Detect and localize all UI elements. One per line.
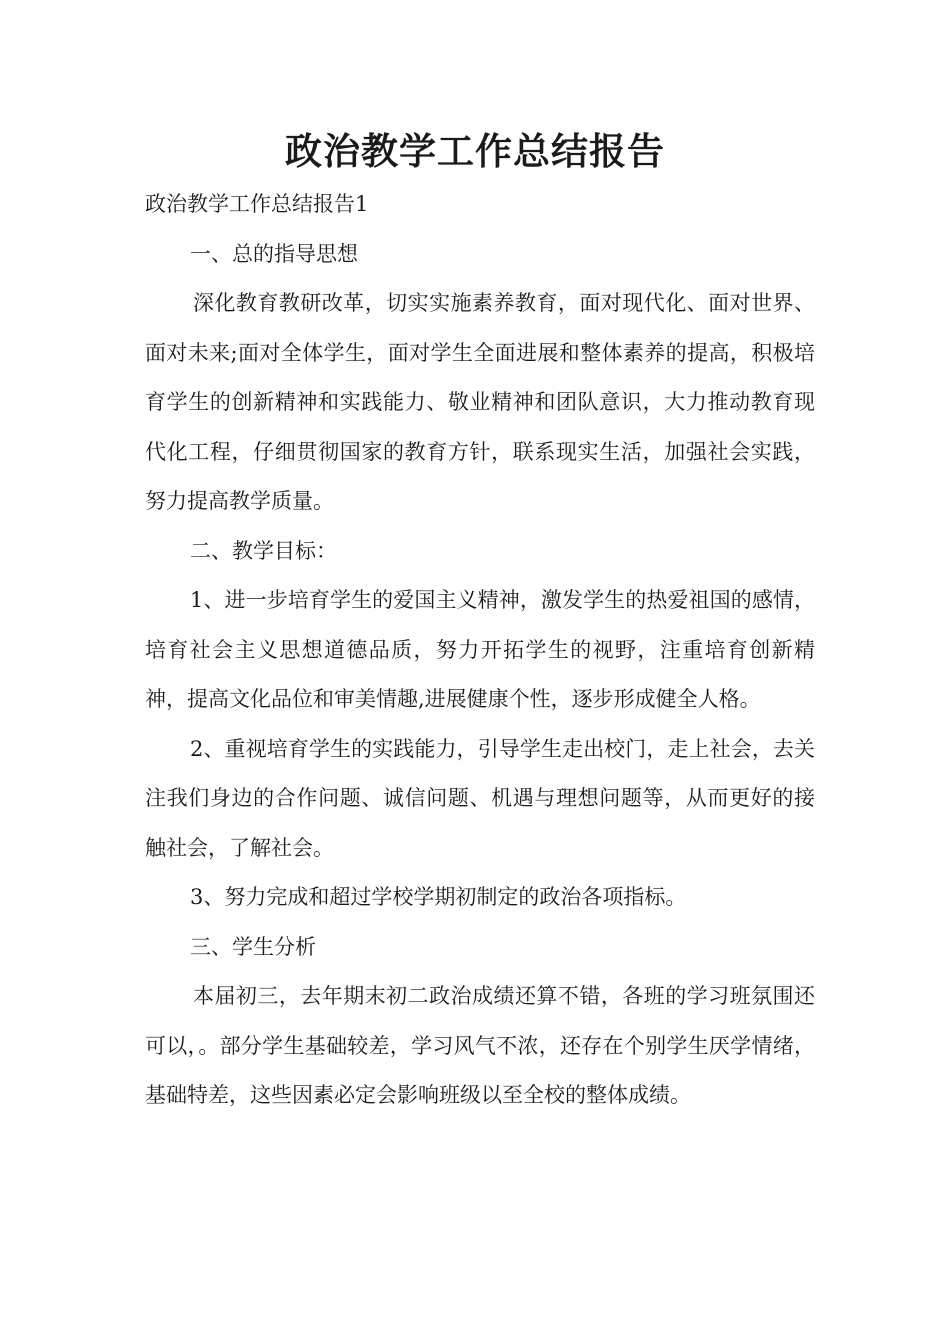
report-subtitle: 政治教学工作总结报告1: [145, 192, 369, 216]
section-heading-student-analysis: 三、学生分析: [190, 934, 316, 959]
goal-item-2: 2、重视培育学生的实践能力，引导学生走出校门，走上社会，去关注我们身边的合作问题、诚信问题、机遇与理想问题等，从而更好的接触社会，了解社会。: [145, 736, 815, 860]
document-body: [145, 180, 815, 1121]
goal-item-1: 1、进一步培育学生的爱国主义精神，激发学生的热爱祖国的感情，培育社会主义思想道德品质，努力开拓学生的视野，注重培育创新精神，提高文化品位和审美情趣,进展健康个性，逐步形成健全人格。: [145, 588, 815, 711]
paragraph-student-analysis: 本届初三，去年期末初二政治成绩还算不错，各班的学习班氛围还可以，。部分学生基础较差，学习风气不浓，还存在个别学生厌学情绪，基础特差，这些因素必定会影响班级以至全校的整体成绩。: [145, 984, 815, 1107]
section-heading-teaching-goals: 二、教学目标：: [190, 538, 337, 563]
section-heading-guiding-thought: 一、总的指导思想: [190, 241, 358, 266]
goal-item-3: 3、努力完成和超过学校学期初制定的政治各项指标。: [190, 885, 687, 909]
document-title: 政治教学工作总结报告: [285, 130, 665, 173]
paragraph-guiding-thought: 深化教育教研改革，切实实施素养教育，面对现代化、面对世界、面对未来;面对全体学生，面对学生全面进展和整体素养的提高，积极培育学生的创新精神和实践能力、敬业精神和团队意识，大力推动教育现代化工程，仔细贯彻国家的教育方针，联系现实生活，加强社会实践，努力提高教学质量。: [145, 291, 815, 513]
